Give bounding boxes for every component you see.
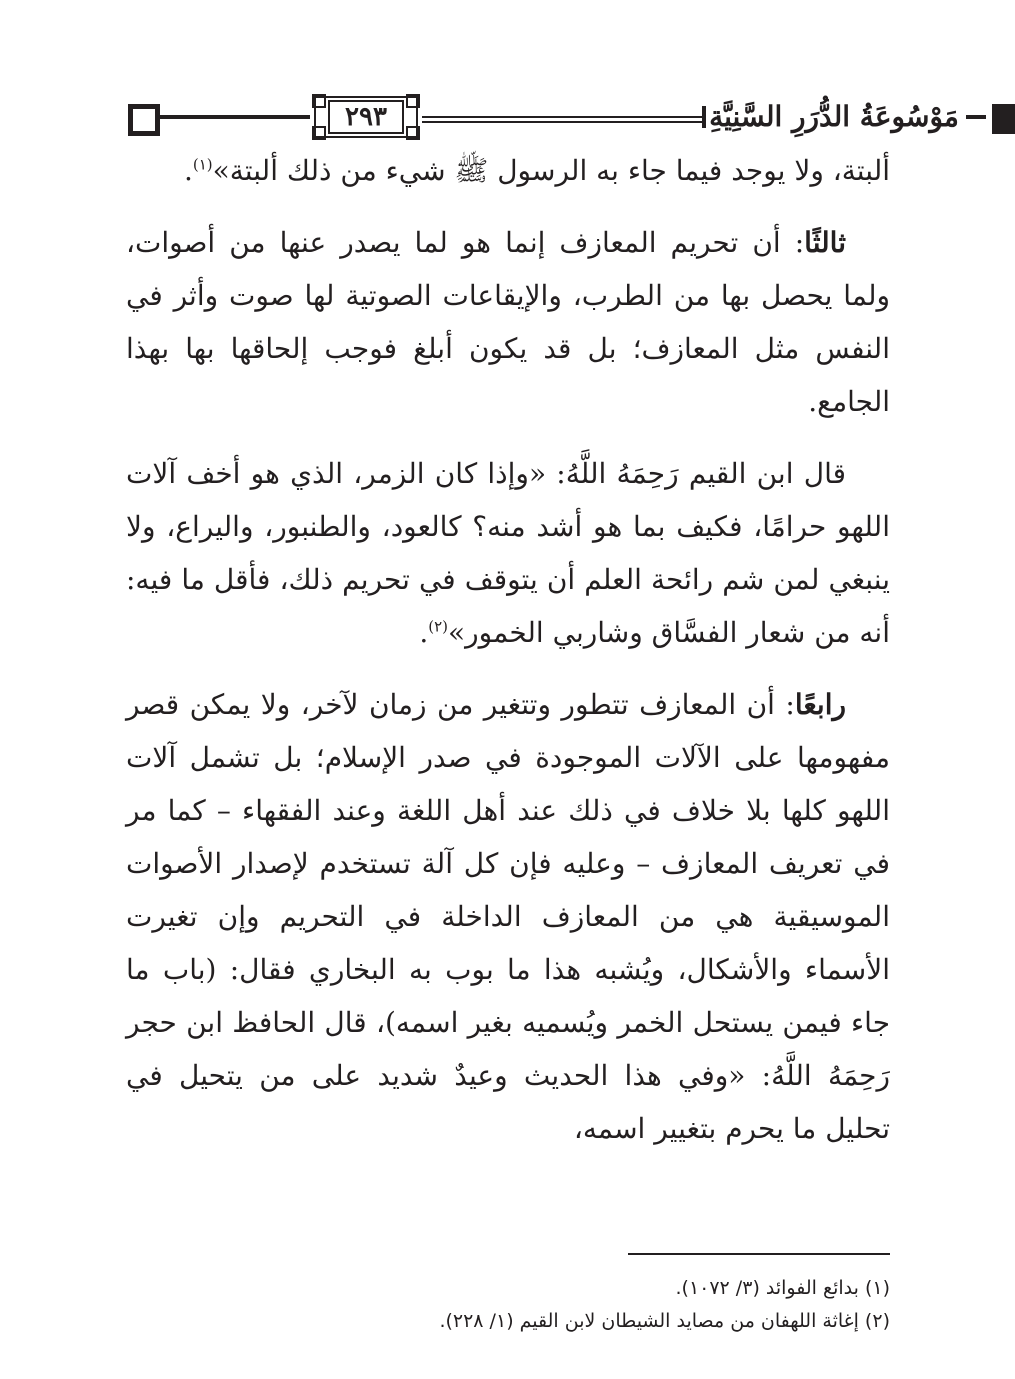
header-ornament-square-outline: [128, 104, 160, 136]
footnote-ref-2[interactable]: (٢): [428, 617, 449, 636]
header-rule-right: [966, 115, 986, 119]
paragraph-2: ثالثًا: أن تحريم المعازف إنما هو لما يصدر عنها من أصوات، ولما يحصل بها من الطرب، والإيقاعات الصوتية لها صوت وأثر في النفس مثل المعازف؛ بل قد يكون أبلغ فوجب إلحاقها بها بهذا الجامع.: [126, 226, 890, 418]
point-label-third: ثالثًا: [804, 226, 846, 259]
paragraph-3: قال ابن القيم رَحِمَهُ اللَّهُ: «وإذا كان الزمر، الذي هو أخف آلات اللهو حرامًا، فكيف بما هو أشد منه؟ كالعود، والطنبور، واليراع، ولا ينبغي لمن شم رائحة العلم أن يتوقف في تحريم ذلك، فأقل ما فيه: أنه من شعار الفسَّاق وشاربي الخمور»$^{(٢)}$.: [126, 457, 890, 649]
page-number: ٢٩٣: [345, 102, 387, 132]
footnote-2: (٢) إغاثة اللهفان من مصايد الشيطان لابن القيم (١/ ٢٢٨).: [439, 1310, 890, 1332]
header-rule-middle-2: [422, 121, 702, 123]
header-rule-left: [160, 115, 310, 119]
footnote-ref-1[interactable]: (١): [192, 155, 213, 174]
page-header: [126, 88, 959, 146]
footnote-1: (١) بدائع الفوائد (٣/ ١٠٧٢).: [675, 1277, 890, 1299]
paragraph-4: رابعًا: أن المعازف تتطور وتتغير من زمان لآخر، ولا يمكن قصر مفهومها على الآلات الموجودة في صدر الإسلام؛ بل تشمل آلات اللهو كلها بلا خلاف في ذلك عند أهل اللغة وعند الفقهاء – كما مر في تعريف المعازف – وعليه فإن كل آلة تستخدم لإصدار الأصوات الموسيقية هي من المعازف الداخلة في التحريم وإن تغيرت الأسماء والأشكال، ويُشبه هذا ما بوب به البخاري فقال: (باب ما جاء فيمن يستحل الخمر ويُسميه بغير اسمه)، قال الحافظ ابن حجر رَحِمَهُ اللَّهُ: «وفي هذا الحديث وعيدٌ شديد على من يتحيل في تحليل ما يحرم بتغيير اسمه،: [126, 688, 890, 1145]
footnote-separator: [628, 1253, 890, 1255]
series-title: مَوْسُوعَةُ الدُّرَرِ السَّنِيَّةِ: [709, 100, 959, 133]
footnotes: [126, 1272, 890, 1338]
header-rule-middle: [422, 116, 702, 118]
main-text: [126, 144, 890, 1155]
page-number-frame: [314, 96, 418, 138]
header-ornament-square-filled: [992, 104, 1015, 134]
paragraph-1: ألبتة، ولا يوجد فيما جاء به الرسول ﷺ شيء من ذلك ألبتة»$^{(١)}$.: [183, 154, 890, 187]
point-label-fourth: رابعًا: [794, 688, 846, 721]
